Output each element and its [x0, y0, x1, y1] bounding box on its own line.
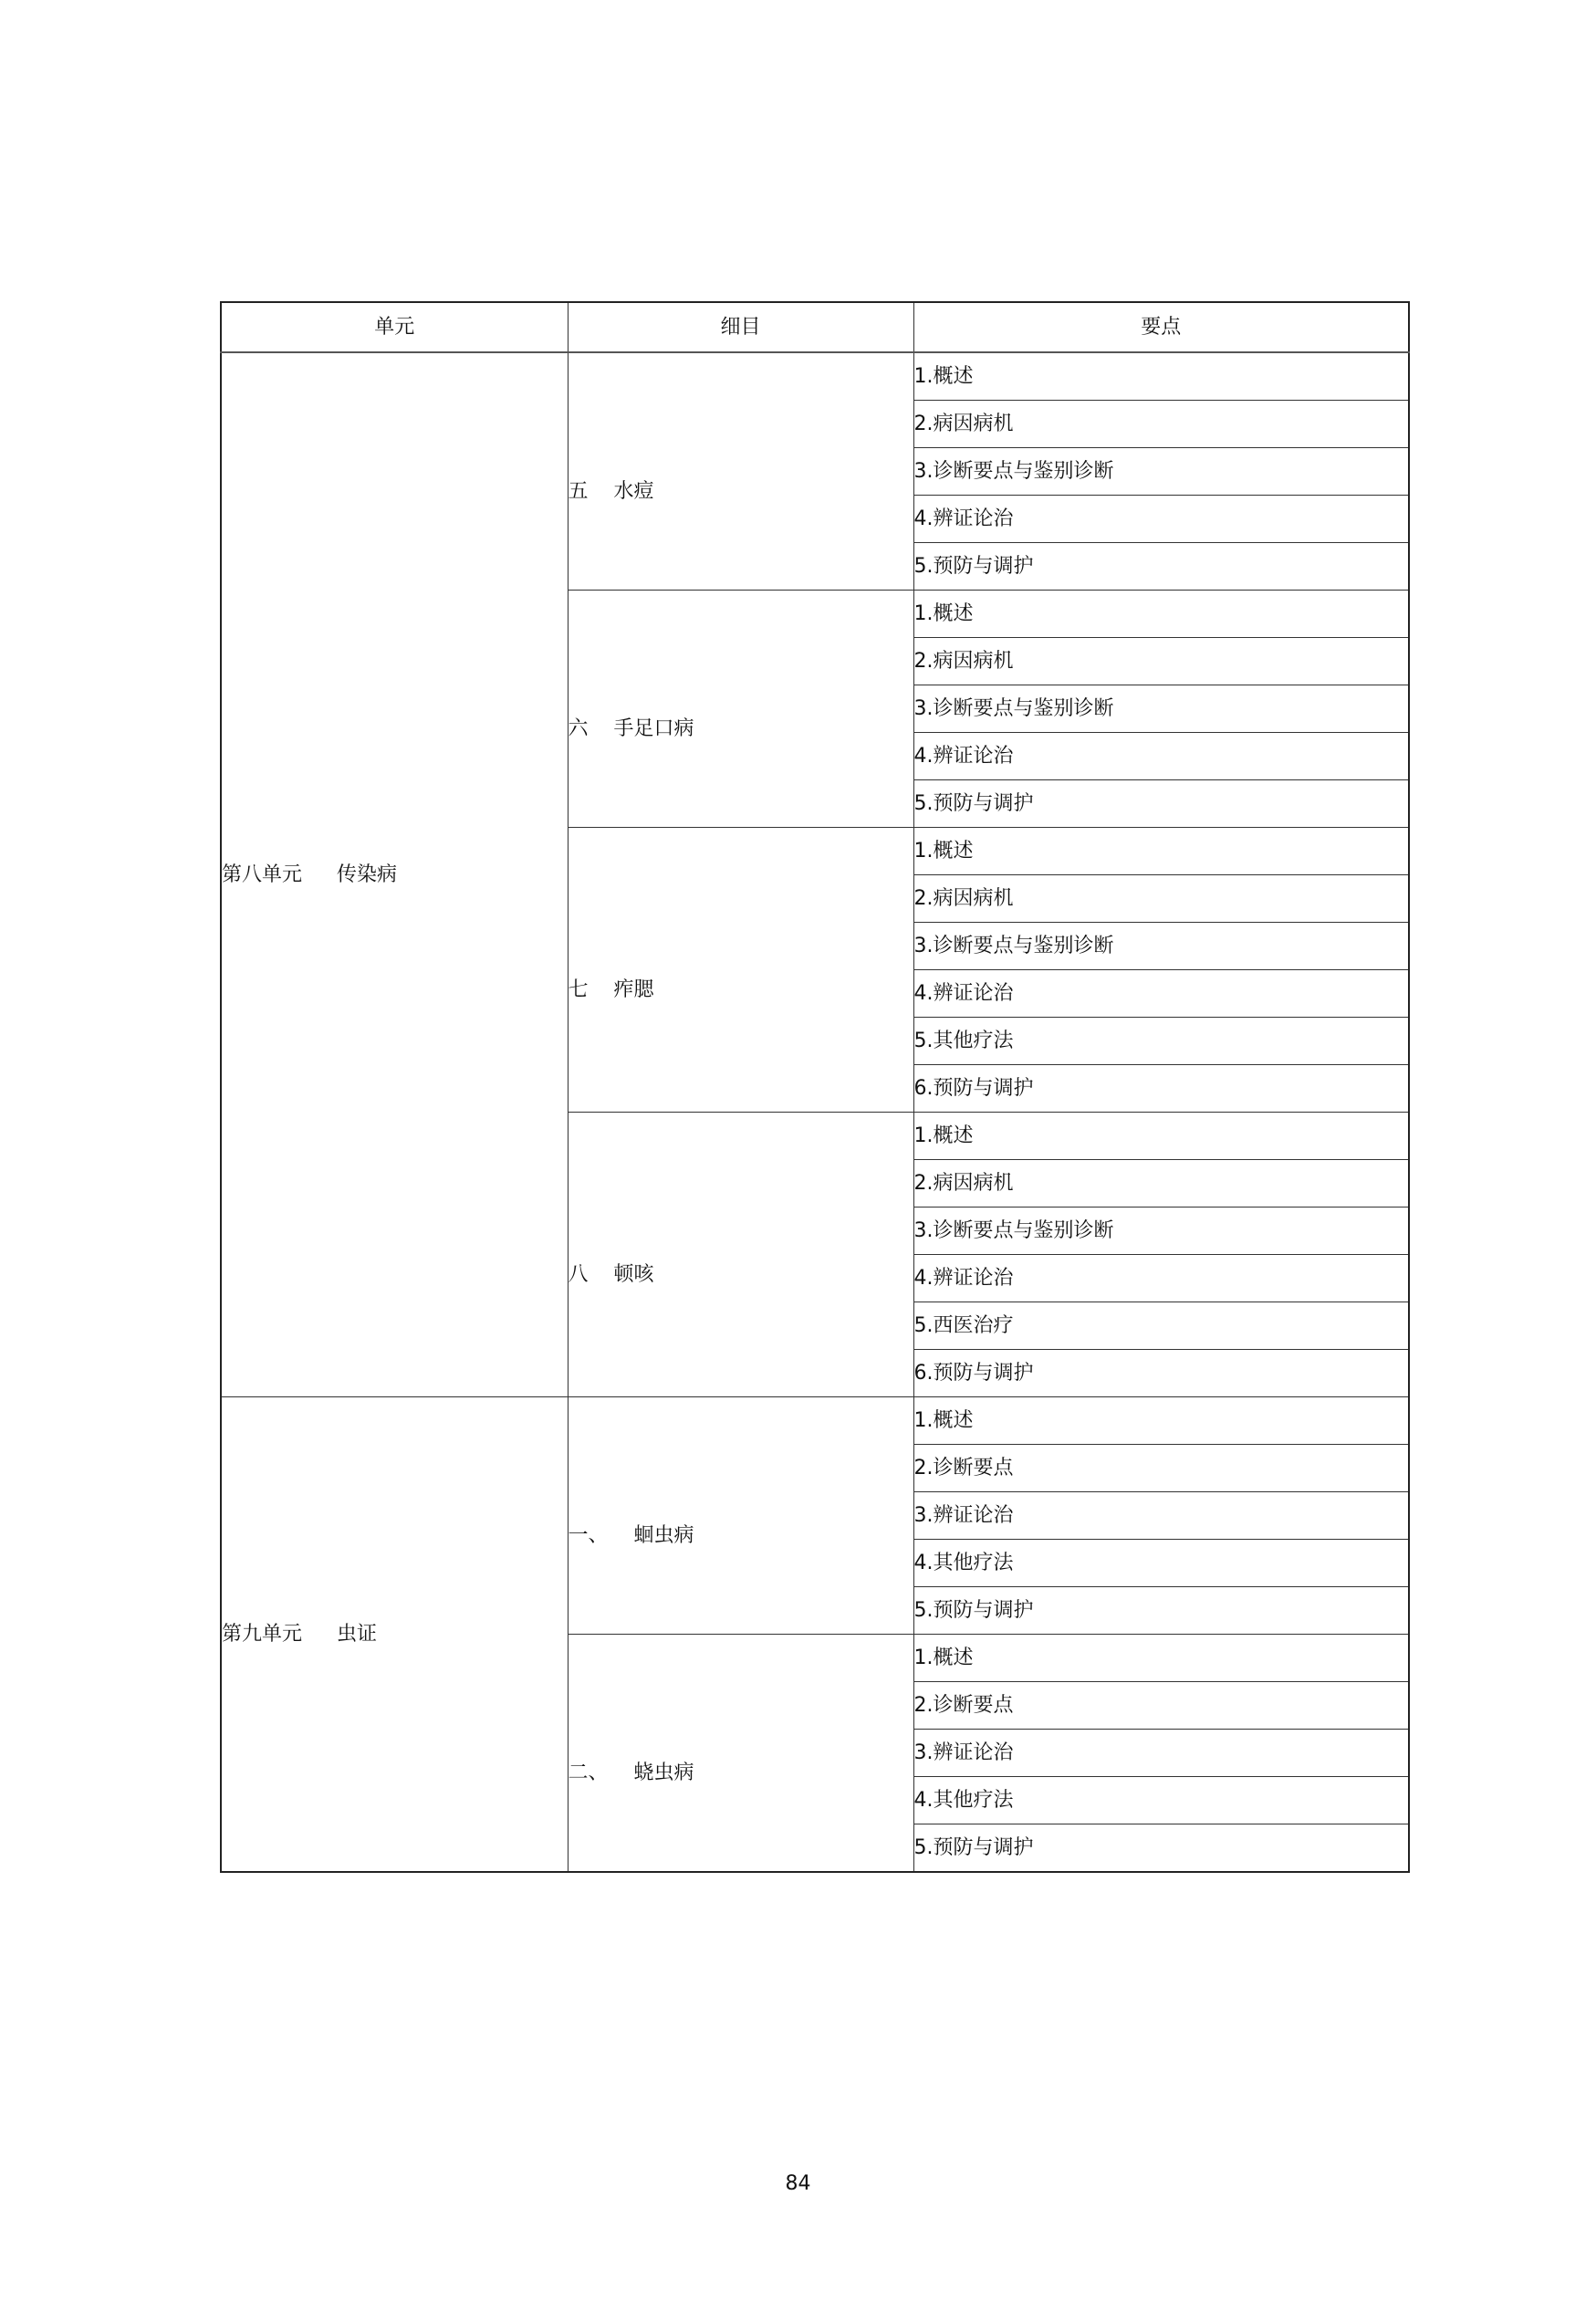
point-cell: 6.预防与调护 [913, 1350, 1409, 1397]
unit-title: 传染病 [337, 862, 398, 886]
detail-title: 顿咳 [613, 1262, 654, 1286]
detail-number: 五 [568, 479, 589, 503]
detail-cell [568, 352, 913, 591]
point-cell: 4.其他疗法 [913, 1540, 1409, 1587]
unit-cell [221, 1397, 568, 1873]
point-cell: 1.概述 [913, 1113, 1409, 1160]
point-cell: 5.其他疗法 [913, 1018, 1409, 1065]
point-cell: 2.病因病机 [913, 875, 1409, 923]
detail-number: 二、 [568, 1761, 609, 1784]
point-cell: 4.其他疗法 [913, 1777, 1409, 1824]
page-number: 84 [785, 2172, 811, 2195]
point-cell: 4.辨证论治 [913, 733, 1409, 780]
syllabus-table [220, 301, 1410, 1873]
point-cell: 1.概述 [913, 1635, 1409, 1682]
point-cell: 3.辨证论治 [913, 1730, 1409, 1777]
point-cell: 3.诊断要点与鉴别诊断 [913, 923, 1409, 970]
point-cell: 1.概述 [913, 591, 1409, 638]
point-cell: 1.概述 [913, 1397, 1409, 1445]
detail-number: 八 [568, 1262, 589, 1286]
point-cell: 4.辨证论治 [913, 970, 1409, 1018]
point-cell: 5.预防与调护 [913, 1587, 1409, 1635]
point-cell: 2.病因病机 [913, 638, 1409, 685]
point-cell: 2.诊断要点 [913, 1445, 1409, 1492]
unit-number: 第八单元 [222, 862, 303, 886]
point-cell: 5.预防与调护 [913, 1824, 1409, 1873]
detail-cell [568, 1635, 913, 1873]
detail-cell [568, 591, 913, 828]
unit-title: 虫证 [337, 1622, 378, 1646]
detail-cell [568, 1113, 913, 1397]
point-cell: 4.辨证论治 [913, 496, 1409, 543]
detail-title: 水痘 [613, 479, 654, 503]
header-points: 要点 [913, 302, 1409, 352]
point-cell: 5.预防与调护 [913, 543, 1409, 591]
point-cell: 4.辨证论治 [913, 1255, 1409, 1302]
point-cell: 2.病因病机 [913, 401, 1409, 448]
header-unit: 单元 [221, 302, 568, 352]
point-cell: 1.概述 [913, 352, 1409, 401]
unit-cell [221, 352, 568, 1397]
table-header-row [221, 302, 1409, 352]
table-row [221, 352, 1409, 401]
detail-title: 蛔虫病 [633, 1523, 694, 1547]
point-cell: 2.诊断要点 [913, 1682, 1409, 1730]
unit-number: 第九单元 [222, 1622, 303, 1646]
detail-number: 七 [568, 978, 589, 1001]
detail-title: 蛲虫病 [633, 1761, 694, 1784]
detail-cell [568, 1397, 913, 1635]
point-cell: 3.诊断要点与鉴别诊断 [913, 1208, 1409, 1255]
detail-number: 一、 [568, 1523, 609, 1547]
table-row [221, 1397, 1409, 1445]
point-cell: 6.预防与调护 [913, 1065, 1409, 1113]
point-cell: 3.诊断要点与鉴别诊断 [913, 448, 1409, 496]
detail-number: 六 [568, 716, 589, 740]
point-cell: 5.西医治疗 [913, 1302, 1409, 1350]
detail-cell [568, 828, 913, 1113]
detail-title: 手足口病 [613, 716, 694, 740]
detail-title: 痄腮 [613, 978, 654, 1001]
point-cell: 2.病因病机 [913, 1160, 1409, 1208]
point-cell: 5.预防与调护 [913, 780, 1409, 828]
point-cell: 3.辨证论治 [913, 1492, 1409, 1540]
header-detail: 细目 [568, 302, 913, 352]
point-cell: 3.诊断要点与鉴别诊断 [913, 685, 1409, 733]
point-cell: 1.概述 [913, 828, 1409, 875]
